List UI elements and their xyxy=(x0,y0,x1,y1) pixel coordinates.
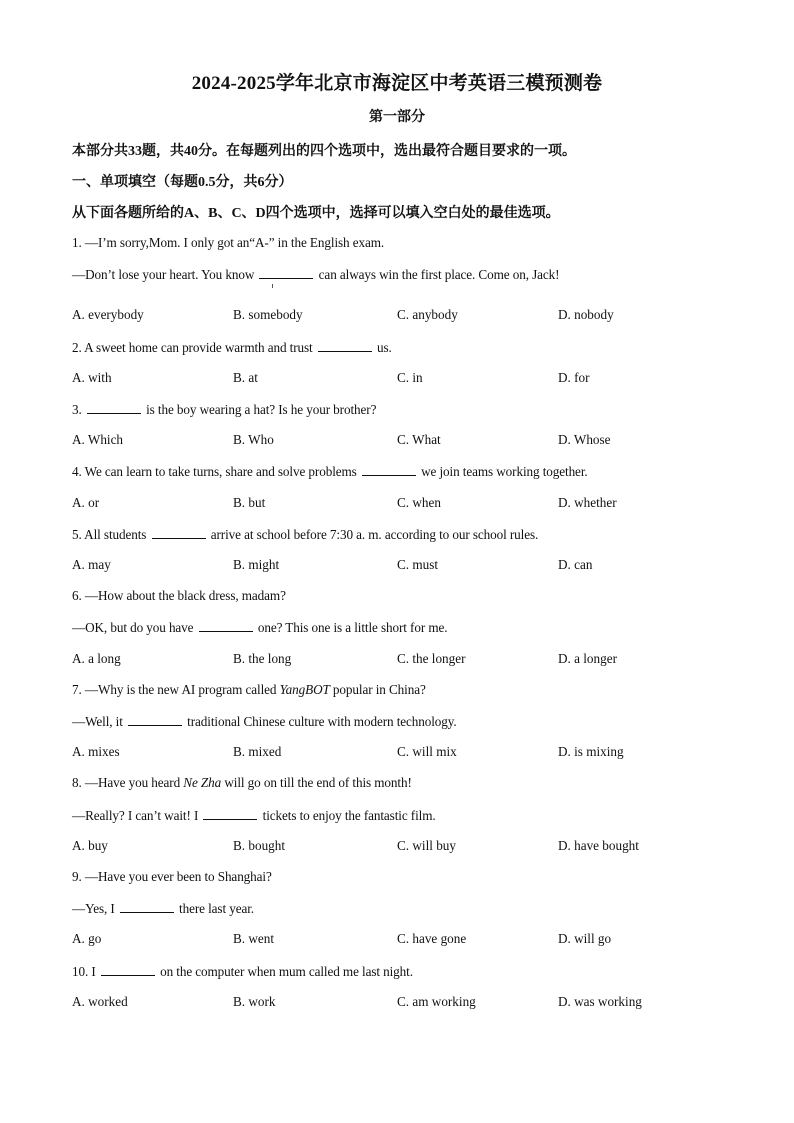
answer-blank xyxy=(128,713,182,726)
page-title: 2024-2025学年北京市海淀区中考英语三模预测卷 xyxy=(191,73,603,94)
question-text: there last year. xyxy=(175,901,254,916)
question-5-options xyxy=(72,557,732,575)
option-a: A. go xyxy=(72,931,102,946)
question-text: tickets to enjoy the fantastic film. xyxy=(259,808,436,823)
question-1-options xyxy=(72,307,732,325)
question-8-options xyxy=(72,838,732,856)
answer-blank xyxy=(199,619,253,632)
question-10-line-1 xyxy=(72,963,413,980)
option-c: C. anybody xyxy=(397,307,458,322)
stray-mark xyxy=(272,284,273,288)
answer-blank xyxy=(362,463,416,476)
option-d: D. have bought xyxy=(558,838,639,853)
question-italic-term: YangBOT xyxy=(279,682,330,697)
option-b: B. but xyxy=(233,495,266,510)
option-d: D. was working xyxy=(558,994,642,1009)
question-9-options xyxy=(72,931,732,949)
question-text: us. xyxy=(373,340,392,355)
question-text: we join teams working together. xyxy=(417,464,588,479)
question-4-options xyxy=(72,495,732,513)
part-heading: 第一部分 xyxy=(369,110,425,125)
question-text: one? This one is a little short for me. xyxy=(254,620,448,635)
option-b: B. somebody xyxy=(233,307,303,322)
question-8-line-1 xyxy=(72,775,412,791)
question-2-line-1 xyxy=(72,339,392,356)
option-c: C. will buy xyxy=(397,838,456,853)
answer-blank xyxy=(203,807,257,820)
question-text: 6. —How about the black dress, madam? xyxy=(72,588,286,603)
answer-blank xyxy=(120,900,174,913)
option-d: D. a longer xyxy=(558,651,617,666)
question-text: 1. —I’m sorry,Mom. I only got an“A-” in the English exam. xyxy=(72,235,385,250)
option-d: D. can xyxy=(558,557,593,572)
option-c: C. the longer xyxy=(397,651,466,666)
option-b: B. the long xyxy=(233,651,292,666)
option-b: B. bought xyxy=(233,838,286,853)
question-7-line-2 xyxy=(72,713,457,730)
question-text: —Well, it xyxy=(72,714,126,729)
question-3-line-1 xyxy=(72,401,376,418)
question-text: on the computer when mum called me last night. xyxy=(156,964,413,979)
answer-blank xyxy=(152,526,206,539)
intro-text: 本部分共33题，共40分。在每题列出的四个选项中，选出最符合题目要求的一项。 xyxy=(72,144,576,159)
option-c: C. in xyxy=(397,370,423,385)
question-8-line-2 xyxy=(72,807,436,824)
option-b: B. might xyxy=(233,557,280,572)
question-text: can always win the first place. Come on, Jack! xyxy=(315,267,560,282)
option-d: D. will go xyxy=(558,931,612,946)
option-a: A. with xyxy=(72,370,112,385)
option-c: C. when xyxy=(397,495,441,510)
question-text: 3. xyxy=(72,402,85,417)
option-c: C. will mix xyxy=(397,744,457,759)
option-a: A. Which xyxy=(72,432,124,447)
question-text: —Don’t lose your heart. You know xyxy=(72,267,258,282)
instruction-text: 从下面各题所给的A、B、C、D四个选项中，选择可以填入空白处的最佳选项。 xyxy=(72,206,560,221)
option-d: D. for xyxy=(558,370,590,385)
option-a: A. a long xyxy=(72,651,121,666)
answer-blank xyxy=(259,266,313,279)
option-a: A. may xyxy=(72,557,111,572)
option-a: A. worked xyxy=(72,994,128,1009)
question-text: traditional Chinese culture with modern technology. xyxy=(183,714,457,729)
option-a: A. or xyxy=(72,495,100,510)
question-7-options xyxy=(72,744,732,762)
question-6-line-2 xyxy=(72,619,447,636)
option-c: C. must xyxy=(397,557,439,572)
question-1-line-2 xyxy=(72,266,559,283)
answer-blank xyxy=(87,401,141,414)
question-text: 8. —Have you heard xyxy=(72,775,184,790)
option-d: D. whether xyxy=(558,495,617,510)
question-text: —Really? I can’t wait! I xyxy=(72,808,202,823)
question-10-options xyxy=(72,994,732,1012)
question-italic-term: Ne Zha xyxy=(183,775,222,790)
option-d: D. Whose xyxy=(558,432,611,447)
question-text: 4. We can learn to take turns, share and solve problems xyxy=(72,464,360,479)
question-3-options xyxy=(72,432,732,450)
question-6-line-1 xyxy=(72,588,286,604)
question-6-options xyxy=(72,651,732,669)
question-5-line-1 xyxy=(72,526,538,543)
option-b: B. at xyxy=(233,370,258,385)
option-b: B. work xyxy=(233,994,276,1009)
question-9-line-2 xyxy=(72,900,254,917)
answer-blank xyxy=(318,339,372,352)
option-c: C. am working xyxy=(397,994,476,1009)
option-b: B. went xyxy=(233,931,275,946)
option-a: A. everybody xyxy=(72,307,144,322)
question-4-line-1 xyxy=(72,463,588,480)
question-2-options xyxy=(72,370,732,388)
option-c: C. What xyxy=(397,432,441,447)
question-text: 5. All students xyxy=(72,527,150,542)
option-d: D. is mixing xyxy=(558,744,624,759)
question-9-line-1 xyxy=(72,869,272,885)
question-text: 7. —Why is the new AI program called xyxy=(72,682,280,697)
question-text: —OK, but do you have xyxy=(72,620,197,635)
option-b: B. mixed xyxy=(233,744,282,759)
question-text: 2. A sweet home can provide warmth and trust xyxy=(72,340,316,355)
option-a: A. mixes xyxy=(72,744,120,759)
question-text: will go on till the end of this month! xyxy=(221,775,412,790)
option-d: D. nobody xyxy=(558,307,614,322)
question-text: popular in China? xyxy=(329,682,426,697)
option-b: B. Who xyxy=(233,432,274,447)
question-7-line-1 xyxy=(72,682,426,698)
question-text: arrive at school before 7:30 a. m. according to our school rules. xyxy=(207,527,539,542)
option-a: A. buy xyxy=(72,838,108,853)
question-text: 9. —Have you ever been to Shanghai? xyxy=(72,869,272,884)
answer-blank xyxy=(101,963,155,976)
section-heading: 一、单项填空（每题0.5分，共6分） xyxy=(72,175,293,190)
question-1-line-1 xyxy=(72,235,384,251)
option-c: C. have gone xyxy=(397,931,467,946)
question-text: 10. I xyxy=(72,964,99,979)
question-text: is the boy wearing a hat? Is he your brother? xyxy=(142,402,377,417)
question-text: —Yes, I xyxy=(72,901,118,916)
